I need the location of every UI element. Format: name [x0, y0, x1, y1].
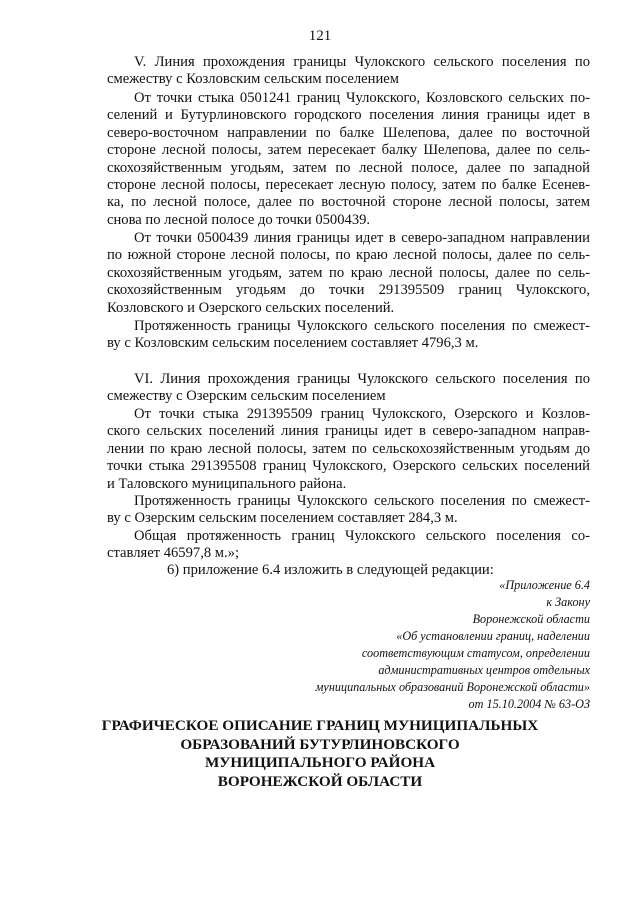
- annex-line: к Закону: [546, 595, 590, 609]
- text-line: по южной стороне лесной полосы, по краю лесной полосы, далее по сель-: [107, 247, 590, 264]
- title-line: ГРАФИЧЕСКОЕ ОПИСАНИЕ ГРАНИЦ МУНИЦИПАЛЬНЫХ: [101, 717, 539, 734]
- section-v-paragraph-2: [107, 230, 590, 317]
- text-line: 6) приложение 6.4 изложить в следующей редакции:: [167, 562, 494, 578]
- text-line: снова по лесной полосе до точки 0500439.: [107, 211, 371, 228]
- text-line: селений и Бутурлиновского городского поселения линия границы идет в: [107, 107, 590, 124]
- text-line: Протяженность границы Чулокского сельского поселения по смежест-: [134, 318, 590, 334]
- text-line: ка, по лесной полосе, далее по восточной стороне лесной полосы, затем: [107, 194, 590, 211]
- annex-line: муниципальных образований Воронежской области»: [315, 680, 590, 694]
- section-vi-paragraph-3: [107, 528, 590, 563]
- text-line: ву с Козловским сельским поселением составляет 4796,3 м.: [107, 335, 479, 352]
- title-line: ОБРАЗОВАНИЙ БУТУРЛИНОВСКОГО: [180, 735, 460, 753]
- text-line: От точки стыка 0501241 границ Чулокского, Козловского сельских по-: [134, 90, 590, 106]
- text-line: смежеству с Озерским сельским поселением: [107, 388, 386, 405]
- document-title: [0, 717, 640, 791]
- text-line: Общая протяженность границ Чулокского сельского поселения со-: [134, 528, 590, 544]
- section-v-paragraph-1: [107, 90, 590, 229]
- annex-line: соответствующим статусом, определении: [361, 646, 590, 660]
- annex-reference: [260, 577, 590, 713]
- text-line: скохозяйственным угодьям, затем по лесной полосе, далее по западной: [107, 159, 590, 176]
- annex-line: административных центров отдельных: [378, 663, 590, 677]
- text-line: стороне лесной полосы, пересекает лесную полосу, затем по балке Есенев-: [107, 176, 590, 193]
- text-line: От точки 0500439 линия границы идет в северо-западном направлении: [134, 230, 590, 246]
- text-line: ского сельских поселений линия границы идет в северо-западном направ-: [107, 423, 590, 440]
- text-line: точки стыка 291395508 границ Чулокского, Озерского сельских поселений: [107, 458, 590, 475]
- annex-line: «Приложение 6.4: [499, 578, 590, 592]
- section-vi-paragraph-1: [107, 406, 590, 493]
- annex-line: «Об установлении границ, наделении: [396, 629, 590, 643]
- title-line: ВОРОНЕЖСКОЙ ОБЛАСТИ: [217, 772, 423, 790]
- annex-line: от 15.10.2004 № 63-ОЗ: [468, 697, 590, 711]
- text-line: ставляет 46597,8 м.»;: [107, 545, 240, 562]
- text-line: стороне лесной полосы, затем пересекает балку Шелепова, далее по сель-: [107, 142, 590, 159]
- text-line: лении по краю лесной полосы, затем по сельскохозяйственным угодьям до: [107, 440, 590, 457]
- text-line: северо-восточном направлении по балке Шелепова, далее по восточной: [107, 124, 590, 141]
- text-line: ву с Озерским сельским поселением составляет 284,3 м.: [107, 510, 458, 527]
- text-line: и Таловского муниципального района.: [107, 475, 347, 492]
- text-line: скохозяйственным угодьям до точки 291395509 границ Чулокского,: [107, 282, 590, 299]
- text-line: VI. Линия прохождения границы Чулокского сельского поселения по: [134, 371, 590, 387]
- text-line: V. Линия прохождения границы Чулокского сельского поселения по: [134, 54, 590, 70]
- title-line: МУНИЦИПАЛЬНОГО РАЙОНА: [204, 754, 436, 771]
- text-line: От точки стыка 291395509 границ Чулокского, Озерского и Козлов-: [134, 406, 590, 422]
- section-vi-paragraph-2: [107, 493, 590, 528]
- text-line: скохозяйственным угодьям, затем по краю лесной полосы, далее по сель-: [107, 264, 590, 281]
- text-line: смежеству с Козловским сельским поселением: [107, 71, 399, 88]
- section-v-heading: [107, 54, 590, 89]
- section-vi-heading: [107, 371, 590, 406]
- section-v-paragraph-3: [107, 318, 590, 353]
- text-line: Протяженность границы Чулокского сельского поселения по смежест-: [134, 493, 590, 509]
- page-number: 121: [308, 28, 332, 44]
- text-line: Козловского и Озерского сельских поселений.: [107, 299, 395, 316]
- annex-line: Воронежской области: [472, 612, 590, 626]
